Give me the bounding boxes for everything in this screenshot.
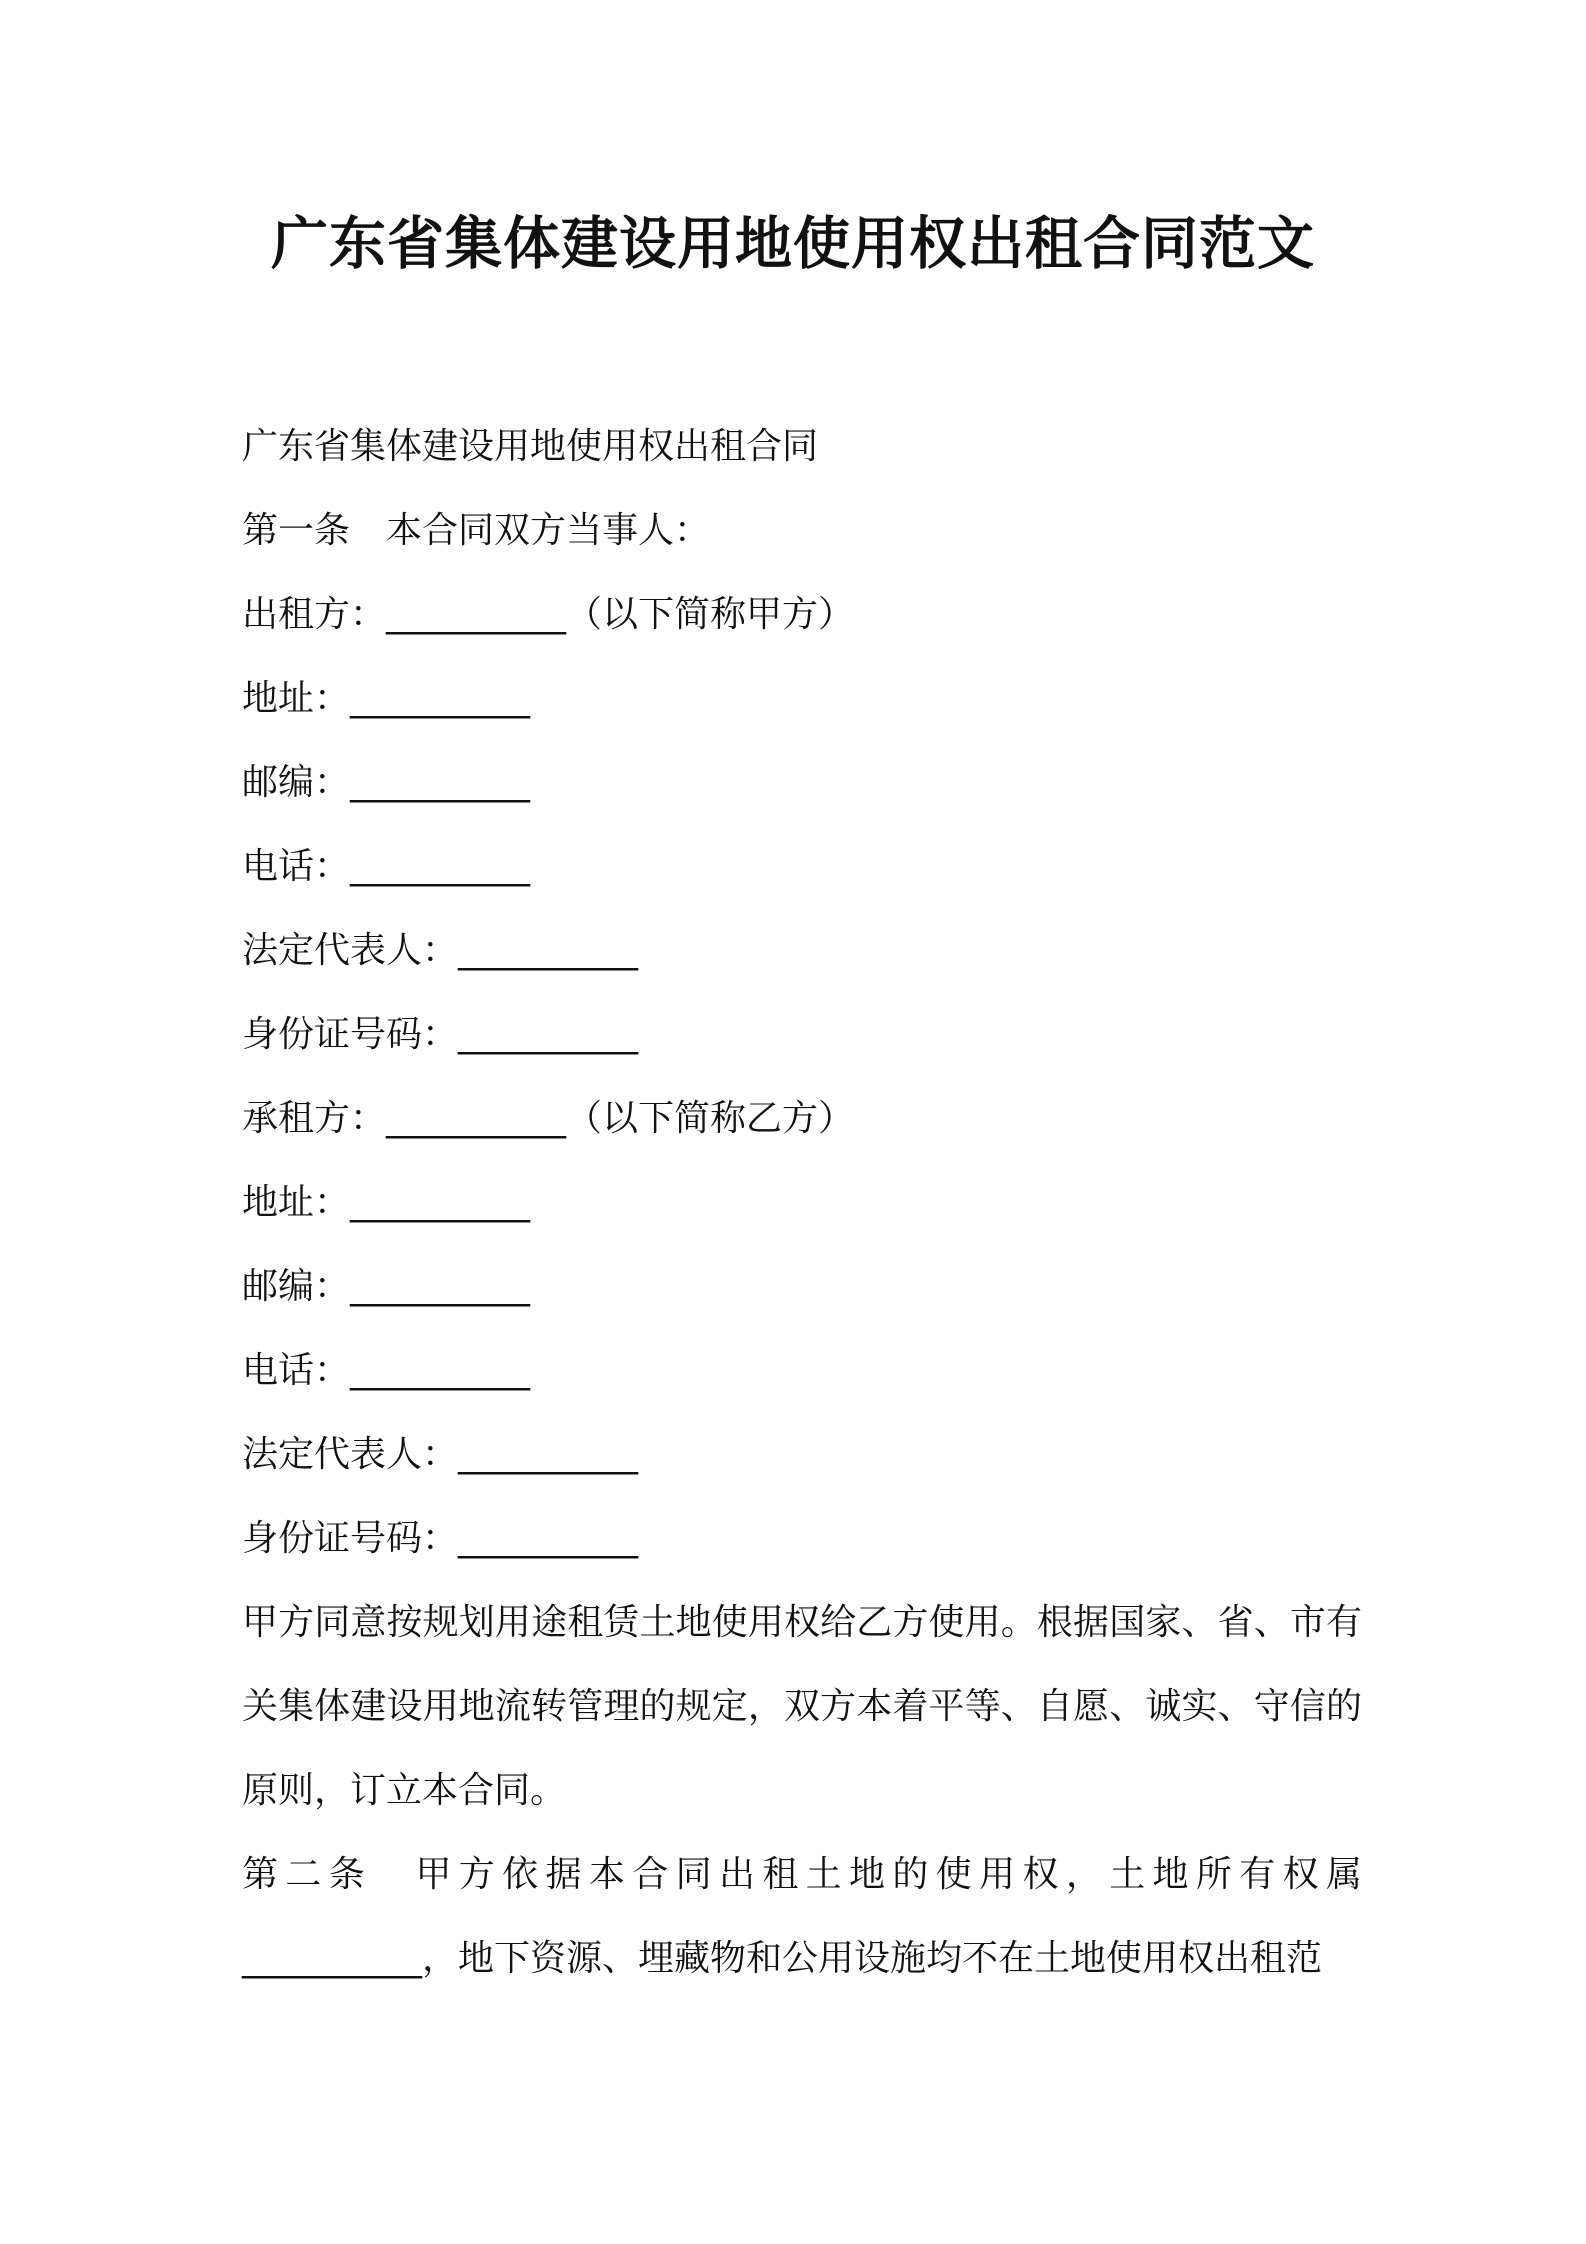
lessee-phone: 电话：__________ xyxy=(242,1350,531,1391)
lessor-legal-rep: 法定代表人：__________ xyxy=(242,930,639,971)
lessee-postcode: 邮编：__________ xyxy=(242,1266,531,1307)
contract-name: 广东省集体建设用地使用权出租合同 xyxy=(242,426,819,467)
lessor-address: 地址：__________ xyxy=(242,678,531,719)
article-1-heading: 第一条 本合同双方当事人： xyxy=(242,510,711,551)
lessee-legal-rep: 法定代表人：__________ xyxy=(242,1434,639,1475)
document-body xyxy=(242,405,1362,2001)
lessee-party: 承租方：__________（以下简称乙方） xyxy=(242,1098,855,1139)
lessor-phone: 电话：__________ xyxy=(242,846,531,887)
lessee-address: 地址：__________ xyxy=(242,1182,531,1223)
lessor-postcode: 邮编：__________ xyxy=(242,762,531,803)
lessor-id-number: 身份证号码：__________ xyxy=(242,1014,639,1055)
article-2-paragraph: 第二条 甲方依据本合同出租土地的使用权，土地所有权属__________，地下资源、埋藏物和公用设施均不在土地使用权出租范 xyxy=(242,1854,1362,1979)
lessor-party: 出租方：__________（以下简称甲方） xyxy=(242,594,855,635)
agreement-paragraph: 甲方同意按规划用途租赁土地使用权给乙方使用。根据国家、省、市有关集体建设用地流转管理的规定，双方本着平等、自愿、诚实、守信的原则，订立本合同。 xyxy=(242,1602,1362,1811)
document-title: 广东省集体建设用地使用权出租合同范文 xyxy=(271,211,1315,277)
lessee-id-number: 身份证号码：__________ xyxy=(242,1518,639,1559)
